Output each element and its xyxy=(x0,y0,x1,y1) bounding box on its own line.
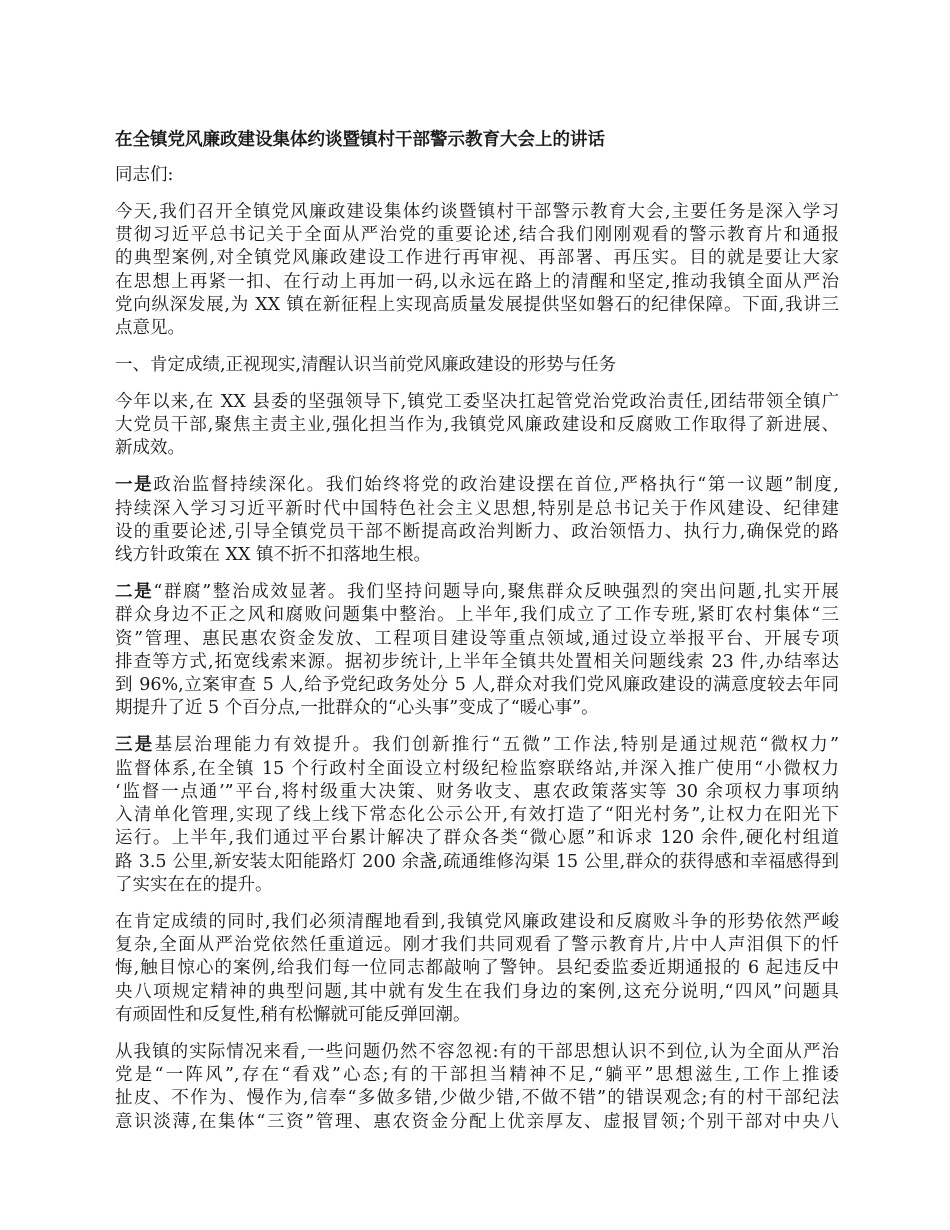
text-line-rest: 政治监督持续深化。我们始终将党的政治建设摆在首位,严格执行“第一议题”制度, xyxy=(153,475,839,496)
text-line xyxy=(115,474,839,497)
document-body xyxy=(115,164,839,1134)
paragraph xyxy=(115,164,839,187)
text-line: 的典型案例,对全镇党风廉政建设工作进行再审视、再部署、再压实。目的就是要让大家 xyxy=(115,248,839,269)
text-line: 运行。上半年,我们通过平台累计解决了群众各类“微心愿”和诉求 120 余件,硬化村组道 xyxy=(115,828,839,849)
text-line: 资”管理、惠民惠农资金发放、工程项目建设等重点领域,通过设立举报平台、开展专项 xyxy=(115,628,839,649)
text-line: 党向纵深发展,为 XX 镇在新征程上实现高质量发展提供坚如磐石的纪律保障。下面,我讲三 xyxy=(115,294,839,315)
text-line: 央八项规定精神的典型问题,其中就有发生在我们身边的案例,这充分说明,“四风”问题具 xyxy=(115,981,839,1002)
numbered-paragraph xyxy=(115,734,839,897)
text-line: 在肯定成绩的同时,我们必须清醒地看到,我镇党风廉政建设和反腐败斗争的形势依然严峻 xyxy=(115,911,839,932)
text-line: 在思想上再紧一扣、在行动上再加一码,以永远在路上的清醒和坚定,推动我镇全面从严治 xyxy=(115,271,839,292)
text-line: 监督体系,在全镇 15 个行政村全面设立村级纪检监察联络站,并深入推广使用“小微权力 xyxy=(115,758,839,779)
paragraph xyxy=(115,201,839,341)
text-line: 到 96%,立案审查 5 人,给予党纪政务处分 5 人,群众对我们党风廉政建设的满意度较去年同 xyxy=(115,675,839,696)
text-line: 同志们: xyxy=(115,165,174,185)
text-line: 期提升了近 5 个百分点,一批群众的“心头事”变成了“暖心事”。 xyxy=(115,698,599,719)
document-title: 在全镇党风廉政建设集体约谈暨镇村干部警示教育大会上的讲话 xyxy=(115,130,605,150)
paragraph xyxy=(115,1041,839,1134)
text-line: 入清单化管理,实现了线上线下常态化公示公开,有效打造了“阳光村务”,让权力在阳光下 xyxy=(115,805,839,826)
text-line: 党是“一阵风”,存在“看戏”心态;有的干部担当精神不足,“躺平”思想滋生,工作上推诿 xyxy=(115,1065,839,1086)
text-line: 线方针政策在 XX 镇不折不扣落地生根。 xyxy=(115,545,432,566)
text-line: 复杂,全面从严治党依然任重道远。刚才我们共同观看了警示教育片,片中人声泪俱下的忏 xyxy=(115,935,839,956)
text-line xyxy=(115,581,839,604)
text-line: 群众身边不正之风和腐败问题集中整治。上半年,我们成立了工作专班,紧盯农村集体“三 xyxy=(115,605,839,626)
text-line: 意识淡薄,在集体“三资”管理、惠农资金分配上优亲厚友、虚报冒领;个别干部对中央八 xyxy=(115,1111,839,1132)
text-line: 一、肯定成绩,正视现实,清醒认识当前党风廉政建设的形势与任务 xyxy=(115,355,617,376)
text-line-rest: “群腐”整治成效显著。我们坚持问题导向,聚焦群众反映强烈的突出问题,扎实开展 xyxy=(153,581,839,602)
numbered-paragraph xyxy=(115,581,839,721)
text-line: 了实实在在的提升。 xyxy=(115,875,273,896)
text-line: 点意见。 xyxy=(115,318,185,339)
paragraph-lead: 三是 xyxy=(115,735,155,756)
numbered-paragraph xyxy=(115,474,839,567)
text-line: 持续深入学习习近平新时代中国特色社会主义思想,特别是总书记关于作风建设、纪律建 xyxy=(115,498,839,519)
text-line: ‘监督一点通’”平台,将村级重大决策、财务收支、惠农政策落实等 30 余项权力事项纳 xyxy=(115,781,839,802)
document-page xyxy=(115,128,839,1147)
text-line: 排查等方式,拓宽线索来源。据初步统计,上半年全镇共处置相关问题线索 23 件,办结率达 xyxy=(115,651,839,672)
text-line: 有顽固性和反复性,稍有松懈就可能反弹回潮。 xyxy=(115,1005,471,1025)
text-line: 扯皮、不作为、慢作为,信奉“多做多错,少做少错,不做不错”的错误观念;有的村干部纪法 xyxy=(115,1088,839,1109)
paragraph xyxy=(115,354,839,377)
text-line: 新成效。 xyxy=(115,438,185,459)
text-line: 设的重要论述,引导全镇党员干部不断提高政治判断力、政治领悟力、执行力,确保党的路 xyxy=(115,521,839,542)
text-line: 今天,我们召开全镇党风廉政建设集体约谈暨镇村干部警示教育大会,主要任务是深入学习 xyxy=(115,201,839,222)
paragraph-lead: 一是 xyxy=(115,475,154,496)
text-line: 从我镇的实际情况来看,一些问题仍然不容忽视:有的干部思想认识不到位,认为全面从严治 xyxy=(115,1041,839,1062)
text-line: 悔,触目惊心的案例,给我们每一位同志都敲响了警钟。县纪委监委近期通报的 6 起违反中 xyxy=(115,958,839,979)
text-line: 贯彻习近平总书记关于全面从严治党的重要论述,结合我们刚刚观看的警示教育片和通报 xyxy=(115,225,839,246)
text-line xyxy=(115,734,839,757)
text-line-rest: 基层治理能力有效提升。我们创新推行“五微”工作法,特别是通过规范“微权力” xyxy=(154,735,839,756)
paragraph xyxy=(115,911,839,1027)
paragraph xyxy=(115,391,839,461)
text-line: 路 3.5 公里,新安装太阳能路灯 200 余盏,疏通维修沟渠 15 公里,群众的获得感和幸福感得到 xyxy=(115,851,839,872)
text-line: 今年以来,在 XX 县委的坚强领导下,镇党工委坚决扛起管党治党政治责任,团结带领全镇广 xyxy=(115,391,839,412)
text-line: 大党员干部,聚焦主责主业,强化担当作为,我镇党风廉政建设和反腐败工作取得了新进展、 xyxy=(115,415,839,436)
paragraph-lead: 二是 xyxy=(115,581,154,602)
